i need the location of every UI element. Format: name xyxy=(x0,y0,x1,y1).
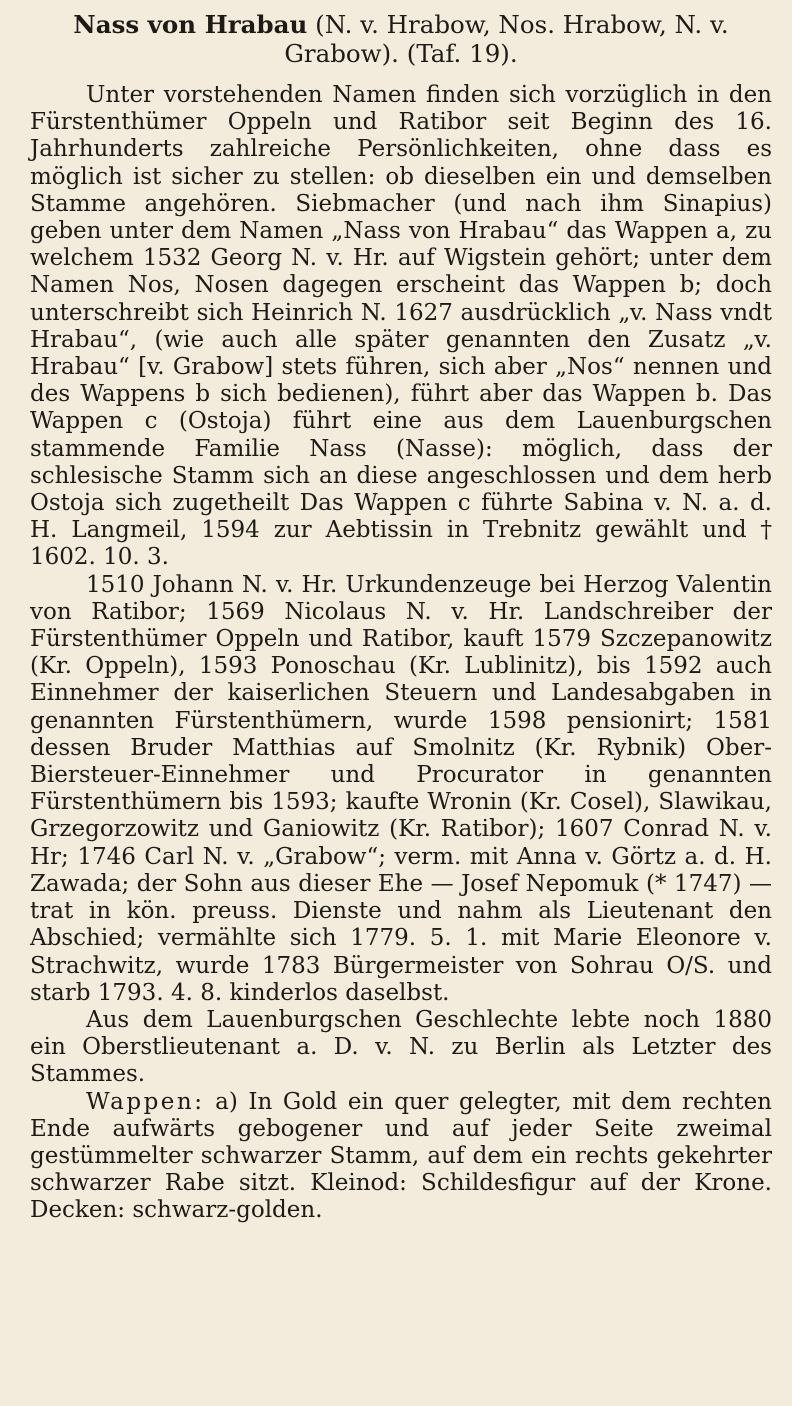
paragraph-lauenburg: Aus dem Lauenburgschen Geschlechte lebte noch 1880 ein Oberstlieutenant a. D. v. N. zu Berlin als Letzter des Stammes. xyxy=(30,1006,772,1088)
paragraph-members: 1510 Johann N. v. Hr. Urkundenzeuge bei Herzog Valentin von Ratibor; 1569 Nicolaus N. v. Hr. Landschreiber der Fürstenthümer Oppeln und Ratibor, kauft 1579 Szczepanowitz (Kr. Oppeln), 1593 Ponoschau (Kr. Lublinitz), bis 1592 auch Einnehmer der kaiserlichen Steuern und Landesabgaben in genannten Fürstenthümern, wurde 1598 pensionirt; 1581 dessen Bruder Matthias auf Smolnitz (Kr. Rybnik) Ober-Biersteuer-Einnehmer und Procurator in genannten Fürstenthümern bis 1593; kaufte Wronin (Kr. Cosel), Slawikau, Grzegorzowitz und Ganiowitz (Kr. Ratibor); 1607 Conrad N. v. Hr; 1746 Carl N. v. „Grabow“; verm. mit Anna v. Görtz a. d. H. Zawada; der Sohn aus dieser Ehe — Josef Nepomuk (* 1747) — trat in kön. preuss. Dienste und nahm als Lieutenant den Abschied; vermählte sich 1779. 5. 1. mit Marie Eleonore v. Strachwitz, wurde 1783 Bürgermeister von Sohrau O/S. und starb 1793. 4. 8. kinderlos daselbst. xyxy=(30,571,772,1006)
paragraph-arms xyxy=(30,1089,772,1225)
entry-variants: (N. v. Hrabow, Nos. Hrabow, N. v. Grabow). (Taf. 19). xyxy=(284,10,729,68)
arms-text: a) In Gold ein quer gelegter, mit dem rechten Ende aufwärts gebogener und auf jeder Seite zweimal gestümmelter schwarzer Stamm, auf dem ein rechts gekehrter schwarzer Rabe sitzt. Kleinod: Schildesfigur auf der Krone. Decken: schwarz-golden. xyxy=(30,1088,772,1224)
paragraph-origin: Unter vorstehenden Namen finden sich vorzüglich in den Fürstenthümer Oppeln und Ratibor seit Beginn des 16. Jahrhunderts zahlreiche Persönlichkeiten, ohne dass es möglich ist sicher zu stellen: ob dieselben ein und demselben Stamme angehören. Siebmacher (und nach ihm Sinapius) geben unter dem Namen „Nass von Hrabau“ das Wappen a, zu welchem 1532 Georg N. v. Hr. auf Wigstein gehört; unter dem Namen Nos, Nosen dagegen erscheint das Wappen b; doch unterschreibt sich Heinrich N. 1627 ausdrücklich „v. Nass vndt Hrabau“, (wie auch alle später genannten den Zusatz „v. Hrabau“ [v. Grabow] stets führen, sich aber „Nos“ nennen und des Wappens b sich bedienen), führt aber das Wappen b. Das Wappen c (Ostoja) führt eine aus dem Lauenburgschen stammende Familie Nass (Nasse): möglich, dass der schlesische Stamm sich an diese angeschlossen und dem herb Ostoja sich zugetheilt Das Wappen c führte Sabina v. N. a. d. H. Langmeil, 1594 zur Aebtissin in Trebnitz gewählt und † 1602. 10. 3. xyxy=(30,82,772,571)
entry-heading xyxy=(30,10,772,68)
arms-label: Wappen: xyxy=(86,1088,205,1115)
entry-name: Nass von Hrabau xyxy=(73,10,308,39)
